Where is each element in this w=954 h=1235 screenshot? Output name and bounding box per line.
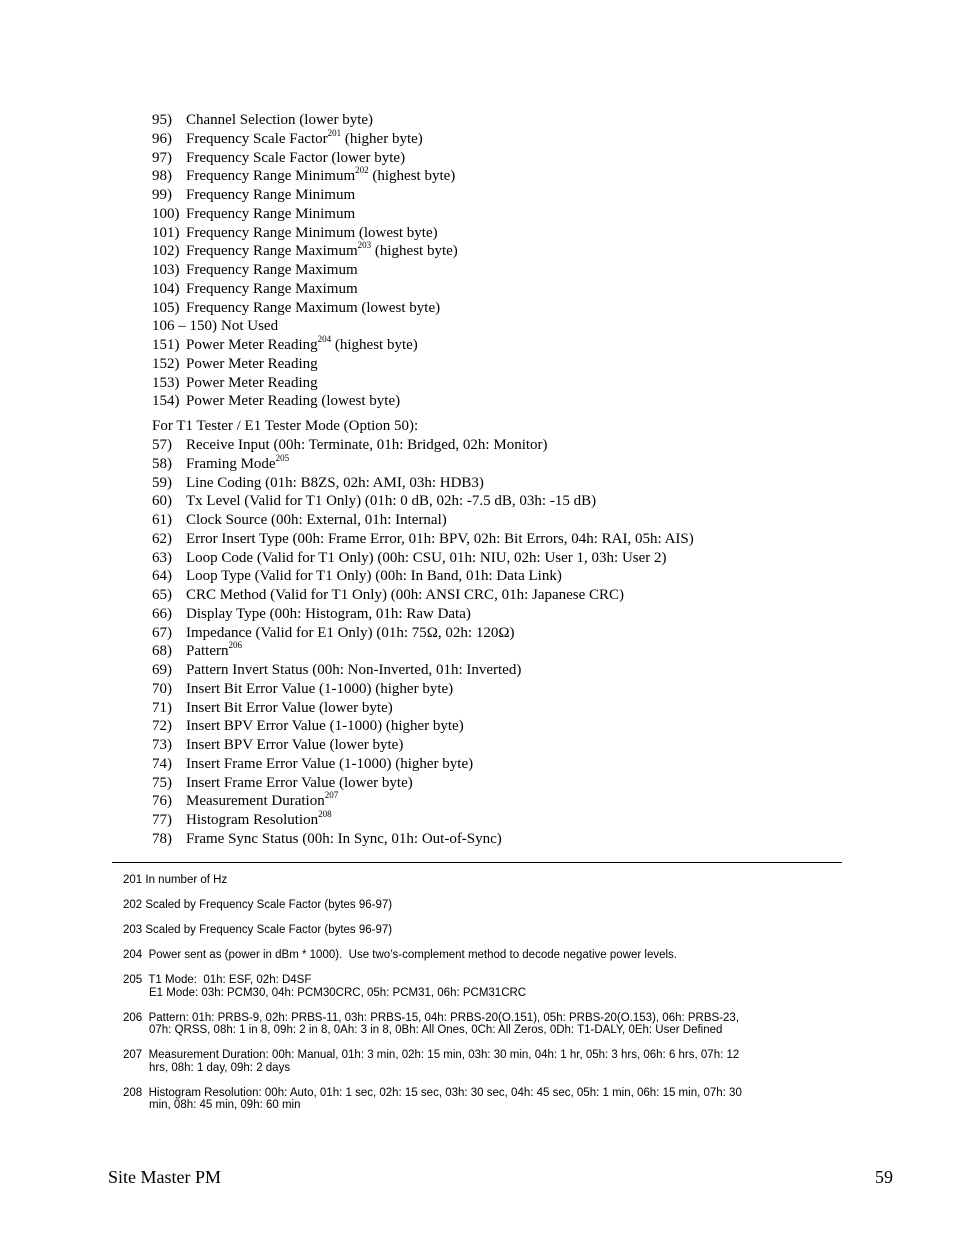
item-number: 74): [152, 755, 172, 772]
list-item: [152, 336, 458, 355]
footnote-first-line: [123, 1049, 813, 1062]
item-number: 67): [152, 624, 172, 641]
item-number: 61): [152, 512, 172, 528]
item-number: 65): [152, 587, 172, 603]
list-item: [152, 127, 458, 149]
footnote-ref: 203: [357, 240, 372, 251]
item-suffix: (highest byte): [368, 168, 456, 185]
footnote-first-line: [123, 974, 813, 987]
footnote-ref: 206: [228, 640, 242, 651]
footnote-number: 203: [123, 924, 143, 936]
item-text: Not Used: [221, 318, 279, 335]
footnote-text: Scaled by Frequency Scale Factor (bytes 96-97): [145, 899, 393, 911]
t1-e1-section: [152, 416, 694, 849]
list-item: [152, 736, 694, 755]
footnote-first-line: [123, 874, 813, 887]
footnote-ref: 204: [317, 334, 332, 344]
footnote-ref: 208: [318, 809, 332, 819]
item-text: Frame Sync Status (00h: In Sync, 01h: Out-of-Sync): [186, 830, 502, 847]
item-number: 78): [152, 830, 172, 847]
footnote-number: 208: [123, 1086, 143, 1099]
list-item: [152, 474, 694, 493]
list-item: [152, 436, 694, 455]
item-text: Frequency Scale Factor: [186, 130, 328, 147]
list-item: [152, 605, 694, 624]
list-item: [152, 549, 694, 568]
footnote: [123, 1049, 813, 1074]
list-item: [152, 392, 458, 411]
list-item: [152, 186, 458, 205]
item-text: Insert Bit Error Value (lower byte): [186, 699, 393, 716]
item-number: 73): [152, 737, 172, 753]
footnote-first-line: [123, 1087, 813, 1100]
footnote-first-line: [123, 949, 813, 962]
item-number: 151): [152, 337, 180, 353]
item-number: 98): [152, 168, 172, 185]
item-text: Frequency Scale Factor (lower byte): [186, 149, 406, 166]
list-item: [152, 492, 694, 511]
footnote: [123, 949, 813, 962]
list-item: [152, 717, 694, 736]
item-text: Loop Type (Valid for T1 Only) (00h: In Band, 01h: Data Link): [186, 568, 562, 585]
footnotes: [123, 874, 813, 1124]
footer-title: Site Master PM: [108, 1167, 222, 1187]
list-item: [152, 205, 458, 224]
footnote: [123, 974, 813, 999]
footnote-text: T1 Mode: 01h: ESF, 02h: D4SF: [145, 974, 312, 986]
footnote: [123, 1012, 813, 1037]
footnote-text: Measurement Duration: 00h: Manual, 01h: 3 min, 02h: 15 min, 03h: 30 min, 04h: 1 hr, 05h: 3 hrs, 06h: 6 hrs, 07h: 12: [145, 1049, 740, 1061]
footnote: [123, 924, 813, 937]
item-text: Pattern Invert Status (00h: Non-Inverted, 01h: Inverted): [186, 662, 522, 678]
item-text: Insert Frame Error Value (lower byte): [186, 774, 413, 791]
list-item: [152, 755, 694, 774]
list-item: [152, 111, 458, 130]
item-number: 105): [152, 299, 180, 316]
item-text: Clock Source (00h: External, 01h: Internal): [186, 512, 447, 528]
item-suffix: (higher byte): [341, 130, 423, 147]
list-item: [152, 374, 458, 393]
list-item: [152, 280, 458, 299]
item-text: Histogram Resolution: [186, 812, 319, 828]
item-text: Frequency Range Minimum: [186, 205, 356, 222]
list-item: [152, 699, 694, 718]
item-number: 69): [152, 662, 172, 678]
item-text: Insert BPV Error Value (1-1000) (higher byte): [186, 718, 464, 735]
item-text: Frequency Range Maximum: [186, 262, 358, 278]
page-number: 59: [875, 1167, 893, 1187]
item-text: Error Insert Type (00h: Frame Error, 01h: BPV, 02h: Bit Errors, 04h: RAI, 05h: AIS): [186, 530, 694, 547]
item-number: 154): [152, 393, 180, 410]
item-text: Insert Frame Error Value (1-1000) (higher byte): [186, 755, 474, 772]
list-item: [152, 811, 694, 830]
item-text: CRC Method (Valid for T1 Only) (00h: ANSI CRC, 01h: Japanese CRC): [186, 587, 625, 603]
list-item: [152, 642, 694, 661]
item-number: 75): [152, 774, 172, 791]
list-item: [152, 261, 458, 280]
footnote-text: Power sent as (power in dBm * 1000). Use two’s-complement method to decode negative power levels.: [145, 949, 678, 961]
footnote-number: 206: [123, 1011, 143, 1024]
list-item: [152, 661, 694, 680]
footnote: [123, 899, 813, 912]
item-text: Measurement Duration: [186, 793, 325, 810]
item-number: 97): [152, 149, 172, 166]
item-number: 60): [152, 493, 172, 510]
footnote-text: Histogram Resolution: 00h: Auto, 01h: 1 sec, 02h: 15 sec, 03h: 30 sec, 04h: 45 sec, 05h: 1 min, 06h: 15 min, 07h: 30: [145, 1086, 742, 1099]
list-item: [152, 792, 694, 811]
footnote-number: 204: [123, 949, 143, 961]
item-number: 106 – 150): [152, 318, 217, 335]
footnote-ref: 207: [324, 790, 339, 801]
list-item: [152, 242, 458, 261]
item-number: 152): [152, 355, 180, 372]
item-text: Frequency Range Minimum: [186, 168, 356, 185]
footnote-continuation: hrs, 08h: 1 day, 09h: 2 days: [149, 1061, 291, 1074]
item-number: 76): [152, 793, 172, 810]
footnote-number: 201: [123, 874, 143, 886]
item-text: Power Meter Reading (lowest byte): [186, 393, 401, 410]
footnote-first-line: [123, 924, 813, 937]
footnote: [123, 1087, 813, 1112]
section-heading: For T1 Tester / E1 Tester Mode (Option 50):: [152, 418, 419, 434]
item-text: Frequency Range Minimum: [186, 187, 356, 203]
item-number: 100): [152, 205, 180, 222]
footnote-separator: [112, 862, 842, 863]
item-text: Frequency Range Maximum: [186, 243, 358, 260]
footnote-first-line: [123, 1012, 813, 1025]
item-number: 62): [152, 530, 172, 547]
footnote-continuation: 07h: QRSS, 08h: 1 in 8, 09h: 2 in 8, 0Ah: 3 in 8, 0Bh: All Ones, 0Ch: All Zeros, 0Dh: T1-DALY, 0Eh: User Defined: [149, 1024, 723, 1036]
footnote-continuation: min, 08h: 45 min, 09h: 60 min: [149, 1099, 301, 1111]
list-item: [152, 167, 458, 186]
item-suffix: (highest byte): [331, 337, 418, 353]
byte-list-b: [152, 436, 694, 849]
footnote-ref: 205: [275, 452, 290, 463]
list-item: [152, 452, 694, 474]
item-text: Power Meter Reading: [186, 337, 318, 353]
item-number: 153): [152, 374, 180, 391]
list-item: [152, 680, 694, 699]
item-text: Insert Bit Error Value (1-1000) (higher byte): [186, 680, 454, 697]
list-item: [152, 830, 694, 849]
footnote-first-line: [123, 899, 813, 912]
list-item: [152, 224, 458, 243]
item-number: 66): [152, 605, 172, 622]
footnote: [123, 874, 813, 887]
item-number: 104): [152, 280, 180, 297]
item-number: 68): [152, 643, 172, 660]
item-number: 72): [152, 718, 172, 735]
footnote-number: 207: [123, 1049, 143, 1061]
list-item: [152, 774, 694, 793]
item-text: Loop Code (Valid for T1 Only) (00h: CSU, 01h: NIU, 02h: User 1, 03h: User 2): [186, 549, 667, 566]
item-text: Receive Input (00h: Terminate, 01h: Bridged, 02h: Monitor): [186, 437, 548, 453]
item-text: Power Meter Reading: [186, 374, 318, 391]
item-text: Insert BPV Error Value (lower byte): [186, 737, 404, 753]
item-text: Frequency Range Maximum (lowest byte): [186, 299, 441, 316]
footnote-text: In number of Hz: [145, 874, 228, 886]
footnote-text: Pattern: 01h: PRBS-9, 02h: PRBS-11, 03h: PRBS-15, 04h: PRBS-20(O.151), 05h: PRBS-20(O.153), 06h: PRBS-23,: [145, 1011, 740, 1024]
item-number: 70): [152, 680, 172, 697]
list-item: [152, 530, 694, 549]
list-item: [152, 586, 694, 605]
item-text: Impedance (Valid for E1 Only) (01h: 75Ω, 02h: 120Ω): [186, 624, 515, 641]
item-text: Pattern: [186, 643, 229, 660]
item-number: 99): [152, 187, 172, 203]
footnote-number: 202: [123, 899, 143, 911]
item-number: 58): [152, 455, 172, 472]
item-number: 95): [152, 112, 172, 128]
item-text: Framing Mode: [186, 455, 276, 472]
item-text: Power Meter Reading: [186, 355, 318, 372]
item-number: 64): [152, 568, 172, 585]
item-number: 71): [152, 699, 172, 716]
footnote-ref: 202: [355, 165, 369, 176]
list-item: [152, 355, 458, 374]
item-suffix: (highest byte): [371, 243, 458, 260]
byte-list-a: [152, 111, 458, 411]
footnote-continuation: E1 Mode: 03h: PCM30, 04h: PCM30CRC, 05h: PCM31, 06h: PCM31CRC: [149, 986, 527, 999]
item-text: Tx Level (Valid for T1 Only) (01h: 0 dB, 02h: -7.5 dB, 03h: -15 dB): [186, 493, 597, 510]
item-text: Frequency Range Maximum: [186, 280, 358, 297]
list-item: [152, 299, 458, 318]
item-number: 103): [152, 262, 180, 278]
item-number: 101): [152, 224, 180, 241]
list-item: [152, 317, 458, 336]
item-text: Channel Selection (lower byte): [186, 112, 374, 128]
footnote-number: 205: [123, 974, 143, 986]
item-number: 57): [152, 437, 172, 453]
item-number: 96): [152, 130, 172, 147]
item-text: Frequency Range Minimum (lowest byte): [186, 224, 438, 241]
item-text: Line Coding (01h: B8ZS, 02h: AMI, 03h: HDB3): [186, 474, 484, 491]
footnote-ref: 201: [327, 127, 342, 138]
item-number: 102): [152, 243, 180, 260]
list-item: [152, 567, 694, 586]
item-number: 59): [152, 474, 172, 491]
list-item: [152, 149, 458, 168]
item-number: 77): [152, 812, 172, 828]
list-item: [152, 511, 694, 530]
item-number: 63): [152, 549, 172, 566]
footnote-text: Scaled by Frequency Scale Factor (bytes 96-97): [145, 924, 393, 936]
item-text: Display Type (00h: Histogram, 01h: Raw Data): [186, 605, 471, 622]
